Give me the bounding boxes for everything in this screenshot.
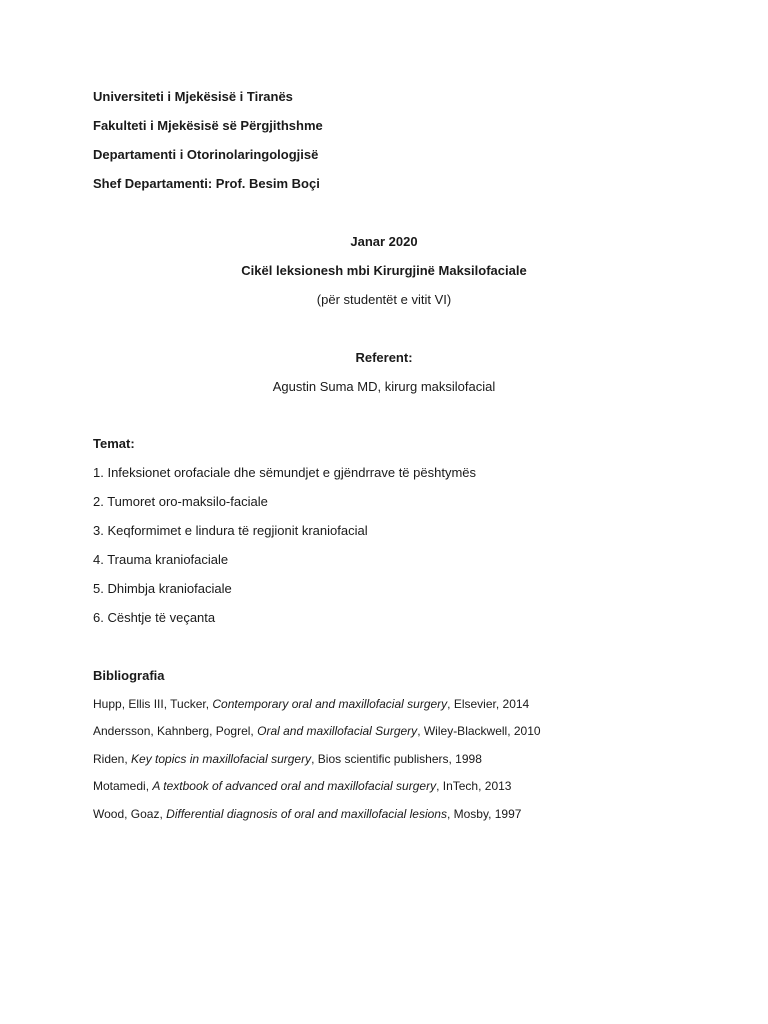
course-title: Cikël leksionesh mbi Kirurgjinë Maksilofaciale [241, 263, 527, 278]
topic-item: 2. Tumoret oro-maksilo-faciale [93, 494, 268, 509]
topic-item: 4. Trauma kraniofaciale [93, 552, 229, 567]
department-head: Shef Departamenti: Prof. Besim Boçi [93, 176, 320, 191]
bib-authors: Wood, Goaz, [93, 807, 167, 821]
referent-name: Agustin Suma MD, kirurg maksilofacial [272, 379, 496, 394]
bib-authors: Andersson, Kahnberg, Pogrel, [93, 724, 258, 738]
department-name: Departamenti i Otorinolaringologjisë [93, 147, 319, 162]
bibliography-entry [93, 696, 529, 712]
course-date: Janar 2020 [350, 234, 418, 249]
bibliography-entry [93, 751, 482, 767]
bib-publisher: , Mosby, 1997 [446, 807, 522, 821]
bib-title: Differential diagnosis of oral and maxillofacial lesions [166, 807, 447, 821]
topic-item: 5. Dhimbja kraniofaciale [93, 581, 232, 596]
bib-publisher: , Bios scientific publishers, 1998 [311, 752, 482, 766]
bib-authors: Motamedi, [93, 779, 153, 793]
bibliography-entry [93, 806, 521, 822]
bib-title: A textbook of advanced oral and maxillofacial surgery [152, 779, 437, 793]
bib-publisher: , Elsevier, 2014 [447, 697, 530, 711]
topic-item: 3. Keqformimet e lindura të regjionit kraniofacial [93, 523, 368, 538]
bib-authors: Hupp, Ellis III, Tucker, [93, 697, 213, 711]
topics-heading: Temat: [93, 436, 135, 451]
faculty-name: Fakulteti i Mjekësisë së Përgjithshme [93, 118, 323, 133]
bib-title: Key topics in maxillofacial surgery [131, 752, 312, 766]
bibliography-entry [93, 778, 511, 794]
referent-label: Referent: [355, 350, 413, 365]
bib-authors: Riden, [93, 752, 132, 766]
bibliography-entry [93, 723, 541, 739]
university-name: Universiteti i Mjekësisë i Tiranës [93, 89, 293, 104]
bib-title: Oral and maxillofacial Surgery [257, 724, 418, 738]
topic-item: 1. Infeksionet orofaciale dhe sëmundjet e gjëndrrave të pështymës [93, 465, 477, 480]
course-audience: (për studentët e vitit VI) [316, 292, 452, 307]
bib-publisher: , Wiley-Blackwell, 2010 [417, 724, 541, 738]
bib-title: Contemporary oral and maxillofacial surgery [212, 697, 448, 711]
bib-publisher: , InTech, 2013 [436, 779, 512, 793]
bibliography-heading: Bibliografia [93, 668, 165, 683]
topic-item: 6. Cështje të veçanta [93, 610, 216, 625]
